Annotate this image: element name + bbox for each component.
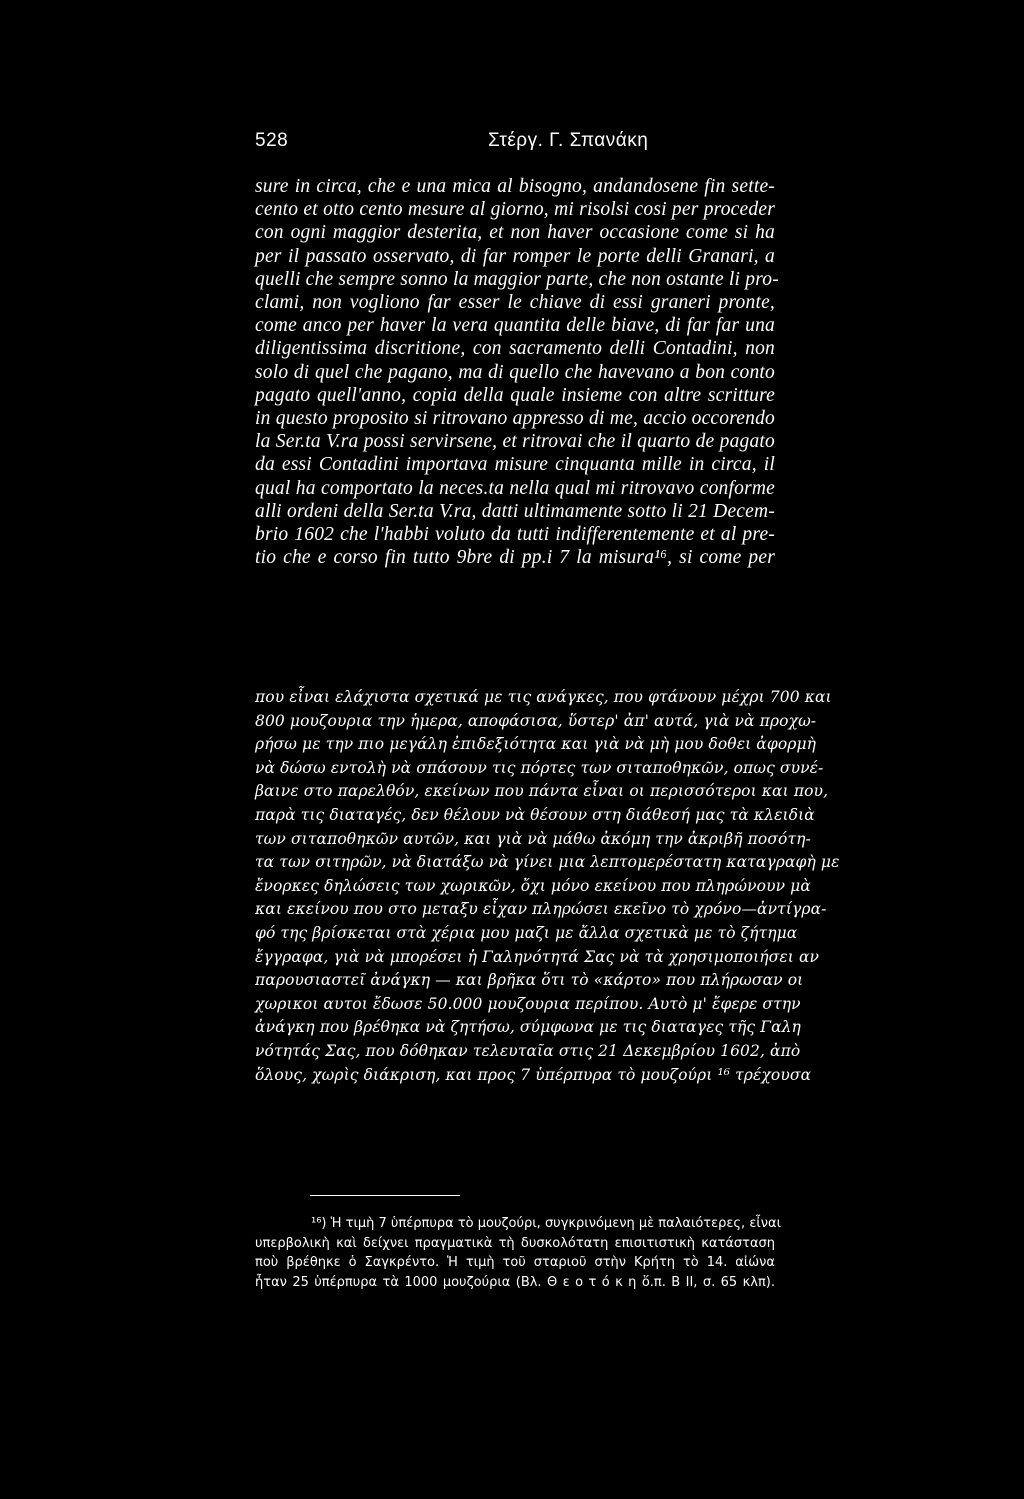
text-line: τα των σιτηρῶν, νὰ διατάξω νὰ γίνει μια λεπτομερέστατη καταγραφὴ με [255, 853, 840, 872]
text-line: βαινε στο παρελθόν, εκείνων που πάντα εἶναι οι περισσότεροι και που, [255, 782, 829, 801]
text-line: φό της βρίσκεται στὰ χέρια μου μαζι με ἄλλα σχετικὰ με τὸ ζήτημα [255, 923, 798, 942]
footnote-line: υπερβολικὴ καὶ δείχνει πραγματικὰ τὴ δυσκολότατη επισιτιστικὴ κατάσταση [255, 1235, 775, 1251]
text-line: ρήσω με την πιο μεγάλη ἐπιδεξιότητα και γιὰ νὰ μὴ μου δοθει ἀφορμὴ [255, 735, 817, 754]
text-line: που εἶναι ελάχιστα σχετικά με τις ανάγκες, που φτάνουν μέχρι 700 και [255, 688, 832, 706]
text-line: in questo proposito si ritrovano appresso di me, accio occorendo [255, 408, 775, 430]
text-line: come anco per haver la vera quantita delle biave, di far far una [255, 315, 775, 337]
footnote-line: ἦταν 25 ὑπέρπυρα τὰ 1000 μουζούρια (Βλ. Θ ε ο τ ό κ η ὅ.π. Β ΙΙ, σ. 65 κλπ). [255, 1274, 775, 1290]
text-line: la Ser.ta V.ra possi servirsene, et ritrovai che il quarto de pagato [255, 431, 775, 453]
footnote-separator [310, 1195, 460, 1196]
footnote-line: ποὺ βρέθηκε ὁ Σαγκρέντο. Ἡ τιμὴ τοῦ σταριοῦ στὴν Κρήτη τὸ 14. αἰώνα [255, 1255, 775, 1270]
text-line: νότητάς Σας, που δόθηκαν τελευταῖα στις 21 Δεκεμβρίου 1602, ἀπὸ [255, 1041, 801, 1060]
text-line: ἀνάγκη που βρέθηκα νὰ ζητήσω, σύμφωνα με τις διαταγες τῆς Γαλη [255, 1018, 801, 1037]
text-line: tio che e corso fin tutto 9bre di pp.i 7 la misura¹⁶, si come per [255, 547, 775, 569]
text-line: da essi Contadini importava misure cinquanta mille in circa, il [255, 454, 775, 476]
italian-text-block [255, 175, 779, 569]
text-line: παρὰ τις διαταγές, δεν θέλουν νὰ θέσουν στη διάθεσή μας τὰ κλειδιὰ [255, 805, 815, 824]
text-line: νὰ δώσω εντολὴ νὰ σπάσουν τις πόρτες των σιταποθηκῶν, οπως συνέ- [255, 758, 824, 777]
footnote-line: ¹⁶) Ἡ τιμὴ 7 ὑπέρπυρα τὸ μουζούρι, συγκρινόμενη μὲ παλαιότερες, εἶναι [311, 1216, 781, 1231]
text-line: qual ha comportato la neces.ta nella qual mi ritrovavo conforme [255, 477, 775, 499]
text-line: solo di quel che pagano, ma di quello che havevano a bon conto [255, 361, 775, 383]
text-line: 800 μουζουρια την ἡμερα, αποφάσισα, ὕστερ' ἀπ' αυτά, γιὰ νὰ προχω- [255, 711, 817, 730]
footnote-block [255, 1214, 781, 1292]
text-line: brio 1602 che l'habbi voluto da tutti indifferentemente et al pre- [255, 524, 775, 546]
page-number: 528 [255, 130, 289, 151]
text-line: χωρικοι αυτοι ἔδωσε 50.000 μουζουρια περίπου. Αυτὸ μ' ἔφερε στην [255, 994, 801, 1013]
text-line: pagato quell'anno, copia della quale insieme con altre scritture [255, 384, 775, 406]
text-line: cento et otto cento mesure al giorno, mi risolsi cosi per proceder [255, 199, 775, 221]
text-line: ἔγγραφα, γιὰ νὰ μπορέσει ἡ Γαληνότητά Σας νὰ τὰ χρησιμοποιήσει αν [255, 947, 820, 966]
text-line: quelli che sempre sonno la maggior parte, che non ostante li pro- [255, 268, 779, 290]
text-line: per il passato osservato, di far romper le porte delli Granari, a [255, 245, 775, 267]
greek-translation-block [255, 686, 840, 1087]
running-head: Στέργ. Γ. Σπανάκη [488, 130, 649, 151]
text-line: diligentissima discritione, con sacramento delli Contadini, non [255, 338, 775, 360]
text-line: ἔνορκες δηλώσεις των χωρικῶν, ὄχι μόνο εκείνου που πληρώνουν μὰ [255, 876, 811, 895]
text-line: ὅλους, χωρὶς διάκριση, και προς 7 ὑπέρπυρα τὸ μουζούρι ¹⁶ τρέχουσα [255, 1065, 812, 1084]
page-header [255, 130, 775, 160]
text-line: con ogni maggior desterita, et non haver occasione come si ha [255, 222, 775, 244]
text-line: και εκείνου που στο μεταξυ εἶχαν πληρώσει εκεῖνο τὸ χρόνο—ἀντίγρα- [255, 900, 827, 919]
text-line: alli ordeni della Ser.ta V.ra, datti ultimamente sotto li 21 Decem- [255, 500, 775, 522]
text-line: των σιταποθηκῶν αυτῶν, και γιὰ νὰ μάθω ἀκόμη την ἀκριβῆ ποσότη- [255, 829, 811, 848]
text-line: παρουσιαστεῖ ἀνάγκη — και βρῆκα ὅτι τὸ «κάρτο» που πλήρωσαν οι [255, 971, 804, 990]
text-line: sure in circa, che e una mica al bisogno, andandosene fin sette- [255, 176, 775, 197]
text-line: clami, non vogliono far esser le chiave di essi graneri pronte, [255, 292, 775, 314]
